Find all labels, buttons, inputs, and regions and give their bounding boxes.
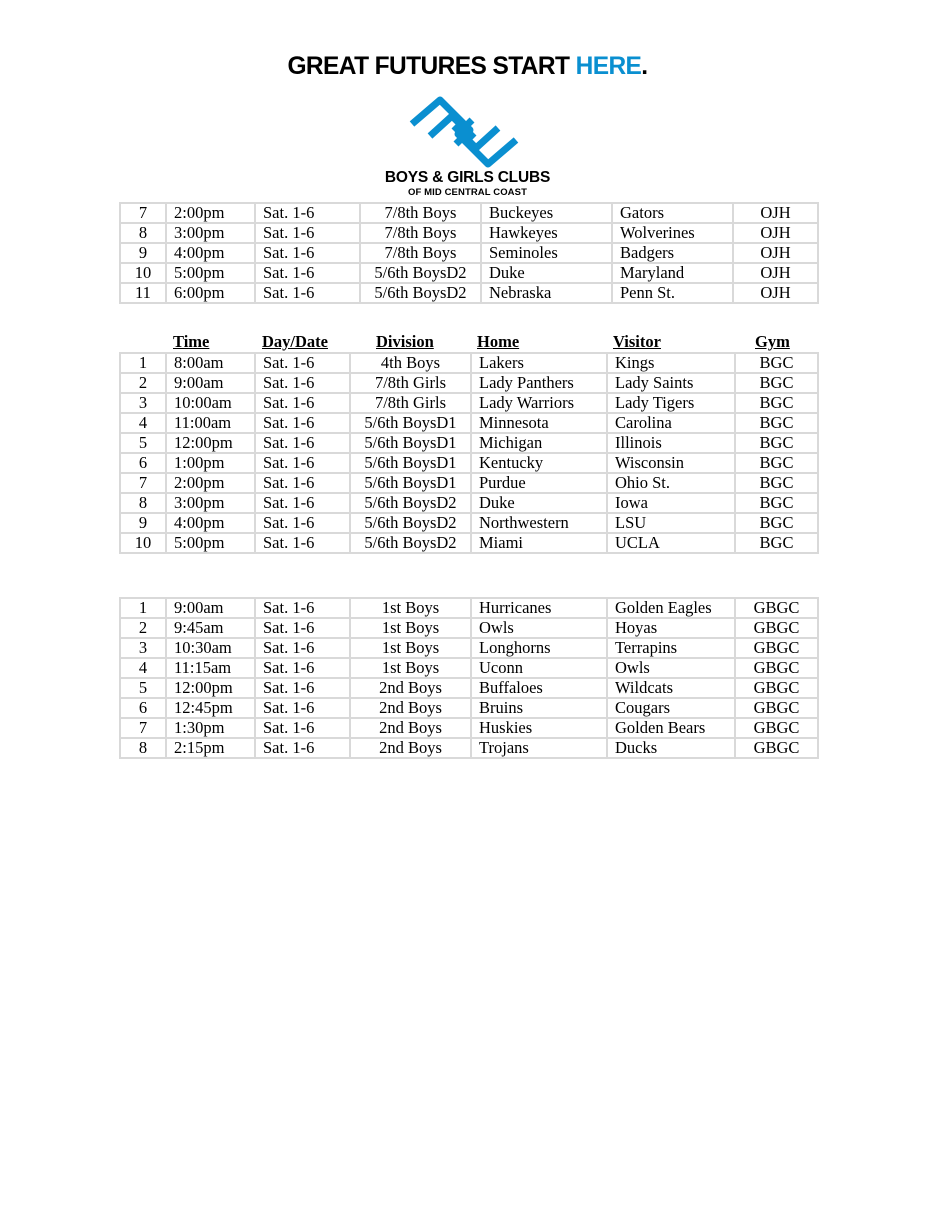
table-row xyxy=(120,718,818,738)
game-time: 11:00am xyxy=(166,413,255,433)
game-division: 5/6th BoysD2 xyxy=(360,263,481,283)
visitor-team: Terrapins xyxy=(607,638,735,658)
gym-location: OJH xyxy=(733,203,818,223)
game-division: 4th Boys xyxy=(350,353,471,373)
table-row xyxy=(120,353,818,373)
gym-location: GBGC xyxy=(735,678,818,698)
table-row xyxy=(120,513,818,533)
game-number: 10 xyxy=(120,263,166,283)
game-time: 11:15am xyxy=(166,658,255,678)
game-date: Sat. 1-6 xyxy=(255,493,350,513)
table-row xyxy=(120,738,818,758)
visitor-team: Ducks xyxy=(607,738,735,758)
table-row xyxy=(120,413,818,433)
gym-location: GBGC xyxy=(735,618,818,638)
schedule-table-bgc xyxy=(119,352,819,554)
home-team: Lady Warriors xyxy=(471,393,607,413)
game-date: Sat. 1-6 xyxy=(255,698,350,718)
visitor-team: Illinois xyxy=(607,433,735,453)
home-team: Buffaloes xyxy=(471,678,607,698)
game-number: 9 xyxy=(120,243,166,263)
game-date: Sat. 1-6 xyxy=(255,393,350,413)
gym-location: GBGC xyxy=(735,698,818,718)
game-time: 3:00pm xyxy=(166,223,255,243)
game-time: 2:00pm xyxy=(166,203,255,223)
gym-location: BGC xyxy=(735,513,818,533)
visitor-team: Ohio St. xyxy=(607,473,735,493)
game-date: Sat. 1-6 xyxy=(255,413,350,433)
gym-location: BGC xyxy=(735,473,818,493)
game-division: 5/6th BoysD2 xyxy=(350,513,471,533)
visitor-team: Wolverines xyxy=(612,223,733,243)
home-team: Buckeyes xyxy=(481,203,612,223)
game-time: 12:00pm xyxy=(166,678,255,698)
gym-location: GBGC xyxy=(735,598,818,618)
visitor-team: Golden Bears xyxy=(607,718,735,738)
game-number: 6 xyxy=(120,698,166,718)
table-row xyxy=(120,283,818,303)
visitor-team: Wisconsin xyxy=(607,453,735,473)
game-division: 5/6th BoysD2 xyxy=(350,533,471,553)
gym-location: GBGC xyxy=(735,638,818,658)
game-date: Sat. 1-6 xyxy=(255,738,350,758)
table-row xyxy=(120,433,818,453)
game-time: 8:00am xyxy=(166,353,255,373)
game-division: 2nd Boys xyxy=(350,698,471,718)
game-date: Sat. 1-6 xyxy=(255,513,350,533)
game-date: Sat. 1-6 xyxy=(255,283,360,303)
game-division: 5/6th BoysD1 xyxy=(350,433,471,453)
gym-location: GBGC xyxy=(735,658,818,678)
visitor-team: Hoyas xyxy=(607,618,735,638)
game-time: 12:45pm xyxy=(166,698,255,718)
game-number: 8 xyxy=(120,493,166,513)
gym-location: GBGC xyxy=(735,718,818,738)
gym-location: GBGC xyxy=(735,738,818,758)
game-time: 1:30pm xyxy=(166,718,255,738)
visitor-team: Lady Saints xyxy=(607,373,735,393)
tagline-text: GREAT FUTURES START xyxy=(287,52,576,80)
header-division: Division xyxy=(376,332,434,351)
org-name: BOYS & GIRLS CLUBS xyxy=(384,169,551,186)
gym-location: OJH xyxy=(733,283,818,303)
game-date: Sat. 1-6 xyxy=(255,678,350,698)
game-number: 7 xyxy=(120,718,166,738)
game-division: 7/8th Girls xyxy=(350,373,471,393)
visitor-team: Owls xyxy=(607,658,735,678)
game-number: 7 xyxy=(120,473,166,493)
schedule-table-gbgc xyxy=(119,597,819,759)
gym-location: BGC xyxy=(735,393,818,413)
game-division: 7/8th Girls xyxy=(350,393,471,413)
gym-location: BGC xyxy=(735,413,818,433)
game-time: 5:00pm xyxy=(166,263,255,283)
home-team: Minnesota xyxy=(471,413,607,433)
game-division: 5/6th BoysD2 xyxy=(360,283,481,303)
game-number: 6 xyxy=(120,453,166,473)
game-number: 3 xyxy=(120,393,166,413)
home-team: Hawkeyes xyxy=(481,223,612,243)
visitor-team: LSU xyxy=(607,513,735,533)
game-division: 5/6th BoysD2 xyxy=(350,493,471,513)
visitor-team: Badgers xyxy=(612,243,733,263)
home-team: Purdue xyxy=(471,473,607,493)
game-time: 2:15pm xyxy=(166,738,255,758)
table-row xyxy=(120,618,818,638)
header-visitor: Visitor xyxy=(613,332,661,351)
game-date: Sat. 1-6 xyxy=(255,203,360,223)
gym-location: OJH xyxy=(733,243,818,263)
game-number: 5 xyxy=(120,433,166,453)
visitor-team: Golden Eagles xyxy=(607,598,735,618)
game-time: 2:00pm xyxy=(166,473,255,493)
game-division: 7/8th Boys xyxy=(360,243,481,263)
table-row xyxy=(120,698,818,718)
game-date: Sat. 1-6 xyxy=(255,223,360,243)
visitor-team: Gators xyxy=(612,203,733,223)
table-row xyxy=(120,638,818,658)
game-number: 1 xyxy=(120,598,166,618)
game-number: 10 xyxy=(120,533,166,553)
game-date: Sat. 1-6 xyxy=(255,353,350,373)
game-division: 2nd Boys xyxy=(350,738,471,758)
gym-location: BGC xyxy=(735,453,818,473)
home-team: Seminoles xyxy=(481,243,612,263)
game-division: 2nd Boys xyxy=(350,718,471,738)
header-home: Home xyxy=(477,332,520,351)
game-date: Sat. 1-6 xyxy=(255,718,350,738)
table-row xyxy=(120,203,818,223)
game-division: 1st Boys xyxy=(350,618,471,638)
game-division: 7/8th Boys xyxy=(360,223,481,243)
tagline-period: . xyxy=(641,52,648,80)
game-number: 9 xyxy=(120,513,166,533)
game-date: Sat. 1-6 xyxy=(255,598,350,618)
home-team: Kentucky xyxy=(471,453,607,473)
game-time: 10:00am xyxy=(166,393,255,413)
header-gym: Gym xyxy=(755,332,790,351)
gym-location: BGC xyxy=(735,493,818,513)
game-time: 4:00pm xyxy=(166,513,255,533)
home-team: Northwestern xyxy=(471,513,607,533)
home-team: Longhorns xyxy=(471,638,607,658)
game-division: 5/6th BoysD1 xyxy=(350,413,471,433)
visitor-team: Carolina xyxy=(607,413,735,433)
game-division: 5/6th BoysD1 xyxy=(350,473,471,493)
visitor-team: UCLA xyxy=(607,533,735,553)
visitor-team: Lady Tigers xyxy=(607,393,735,413)
table-row xyxy=(120,373,818,393)
visitor-team: Penn St. xyxy=(612,283,733,303)
home-team: Lady Panthers xyxy=(471,373,607,393)
home-team: Nebraska xyxy=(481,283,612,303)
table-row xyxy=(120,658,818,678)
home-team: Lakers xyxy=(471,353,607,373)
table-row xyxy=(120,473,818,493)
bgc-handshake-logo-icon xyxy=(408,96,520,168)
game-date: Sat. 1-6 xyxy=(255,243,360,263)
game-date: Sat. 1-6 xyxy=(255,473,350,493)
game-date: Sat. 1-6 xyxy=(255,533,350,553)
game-number: 2 xyxy=(120,618,166,638)
table-row xyxy=(120,393,818,413)
home-team: Hurricanes xyxy=(471,598,607,618)
gym-location: BGC xyxy=(735,533,818,553)
game-number: 2 xyxy=(120,373,166,393)
home-team: Duke xyxy=(471,493,607,513)
game-time: 4:00pm xyxy=(166,243,255,263)
game-number: 8 xyxy=(120,223,166,243)
tagline-highlight: HERE xyxy=(575,52,642,80)
table-row xyxy=(120,223,818,243)
table-row xyxy=(120,243,818,263)
home-team: Owls xyxy=(471,618,607,638)
org-subtitle: OF MID CENTRAL COAST xyxy=(408,187,527,198)
game-date: Sat. 1-6 xyxy=(255,263,360,283)
table-row xyxy=(120,678,818,698)
table-row xyxy=(120,493,818,513)
game-number: 8 xyxy=(120,738,166,758)
game-division: 1st Boys xyxy=(350,638,471,658)
game-number: 4 xyxy=(120,413,166,433)
game-time: 10:30am xyxy=(166,638,255,658)
game-division: 5/6th BoysD1 xyxy=(350,453,471,473)
table-row xyxy=(120,263,818,283)
game-date: Sat. 1-6 xyxy=(255,658,350,678)
game-number: 4 xyxy=(120,658,166,678)
game-number: 11 xyxy=(120,283,166,303)
home-team: Duke xyxy=(481,263,612,283)
tagline xyxy=(9,52,925,81)
table-row xyxy=(120,453,818,473)
game-number: 3 xyxy=(120,638,166,658)
game-date: Sat. 1-6 xyxy=(255,453,350,473)
home-team: Uconn xyxy=(471,658,607,678)
visitor-team: Cougars xyxy=(607,698,735,718)
game-time: 5:00pm xyxy=(166,533,255,553)
game-time: 9:45am xyxy=(166,618,255,638)
gym-location: OJH xyxy=(733,263,818,283)
visitor-team: Maryland xyxy=(612,263,733,283)
visitor-team: Kings xyxy=(607,353,735,373)
game-division: 1st Boys xyxy=(350,658,471,678)
gym-location: BGC xyxy=(735,373,818,393)
home-team: Bruins xyxy=(471,698,607,718)
gym-location: BGC xyxy=(735,433,818,453)
schedule-table-ojh xyxy=(119,202,819,304)
table-row xyxy=(120,598,818,618)
game-division: 2nd Boys xyxy=(350,678,471,698)
game-division: 7/8th Boys xyxy=(360,203,481,223)
game-time: 9:00am xyxy=(166,373,255,393)
game-time: 12:00pm xyxy=(166,433,255,453)
game-number: 7 xyxy=(120,203,166,223)
game-date: Sat. 1-6 xyxy=(255,618,350,638)
header-day-date: Day/Date xyxy=(262,332,328,351)
game-time: 9:00am xyxy=(166,598,255,618)
header-time: Time xyxy=(173,332,210,351)
gym-location: BGC xyxy=(735,353,818,373)
game-time: 1:00pm xyxy=(166,453,255,473)
game-date: Sat. 1-6 xyxy=(255,638,350,658)
home-team: Huskies xyxy=(471,718,607,738)
game-date: Sat. 1-6 xyxy=(255,433,350,453)
visitor-team: Iowa xyxy=(607,493,735,513)
game-number: 1 xyxy=(120,353,166,373)
home-team: Miami xyxy=(471,533,607,553)
game-time: 6:00pm xyxy=(166,283,255,303)
game-time: 3:00pm xyxy=(166,493,255,513)
home-team: Michigan xyxy=(471,433,607,453)
game-number: 5 xyxy=(120,678,166,698)
game-division: 1st Boys xyxy=(350,598,471,618)
visitor-team: Wildcats xyxy=(607,678,735,698)
home-team: Trojans xyxy=(471,738,607,758)
game-date: Sat. 1-6 xyxy=(255,373,350,393)
table-row xyxy=(120,533,818,553)
gym-location: OJH xyxy=(733,223,818,243)
